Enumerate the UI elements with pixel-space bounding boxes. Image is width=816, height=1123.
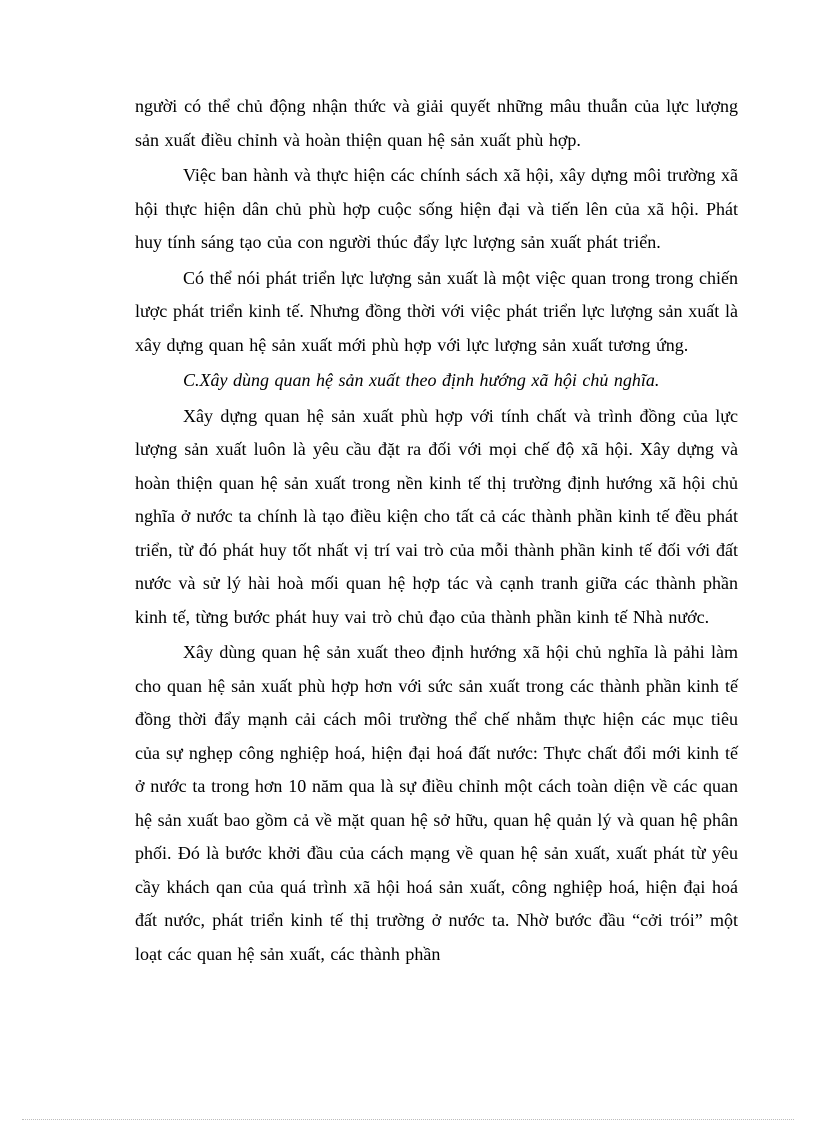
paragraph-5: Xây dùng quan hệ sản xuất theo định hướng xã hội chủ nghĩa là pảhi làm cho quan hệ sản xuất phù hợp hơn với sức sản xuất trong các thành phần kinh tế đồng thời đẩy mạnh cải cách môi trường thể chế nhằm thực hiện các mục tiêu của sự nghẹp công nghiệp hoá, hiện đại hoá đất nước: Thực chất đổi mới kinh tế ở nước ta trong hơn 10 năm qua là sự điều chỉnh một cách toàn diện về các quan hệ sản xuất bao gồm cả về mặt quan hệ sở hữu, quan hệ quản lý và quan hệ phân phối. Đó là bước khởi đầu của cách mạng về quan hệ sản xuất, xuất phát từ yêu cầy khách qan của quá trình xã hội hoá sản xuất, công nghiệp hoá, hiện đại hoá đất nước, phát triển kinh tế thị trường ở nước ta. Nhờ bước đầu “cởi trói” một loạt các quan hệ sản xuất, các thành phần [135,642,738,964]
paragraph-4: Xây dựng quan hệ sản xuất phù hợp với tính chất và trình đồng của lực lượng sản xuất luôn là yêu cầu đặt ra đối với mọi chế độ xã hội. Xây dựng và hoàn thiện quan hệ sản xuất trong nền kinh tế thị trường định hướng xã hội chủ nghĩa ở nước ta chính là tạo điều kiện cho tất cả các thành phần kinh tế đều phát triển, từ đó phát huy tốt nhất vị trí vai trò của mỗi thành phần kinh tế đối với đất nước và sử lý hài hoà mối quan hệ hợp tác và cạnh tranh giữa các thành phần kinh tế, từng bước phát huy vai trò chủ đạo của thành phần kinh tế Nhà nước. [135,405,738,627]
page-bottom-border [22,1119,794,1120]
section-heading-c: C.Xây dùng quan hệ sản xuất theo định hướng xã hội chủ nghĩa. [183,370,660,390]
paragraph-1: người có thể chủ động nhận thức và giải quyết những mâu thuẫn của lực lượng sản xuất điều chỉnh và hoàn thiện quan hệ sản xuất phù hợp. [135,96,738,150]
paragraph-3: Có thể nói phát triển lực lượng sản xuất là một việc quan trong trong chiến lược phát triển kinh tế. Nhưng đồng thời với việc phát triển lực lượng sản xuất là xây dựng quan hệ sản xuất mới phù hợp với lực lượng sản xuất tương ứng. [135,267,738,355]
paragraph-2: Việc ban hành và thực hiện các chính sách xã hội, xây dựng môi trường xã hội thực hiện dân chủ phù hợp cuộc sống hiện đại và tiến lên của xã hội. Phát huy tính sáng tạo của con người thúc đẩy lực lượng sản xuất phát triển. [135,165,738,252]
page-body [135,90,738,973]
